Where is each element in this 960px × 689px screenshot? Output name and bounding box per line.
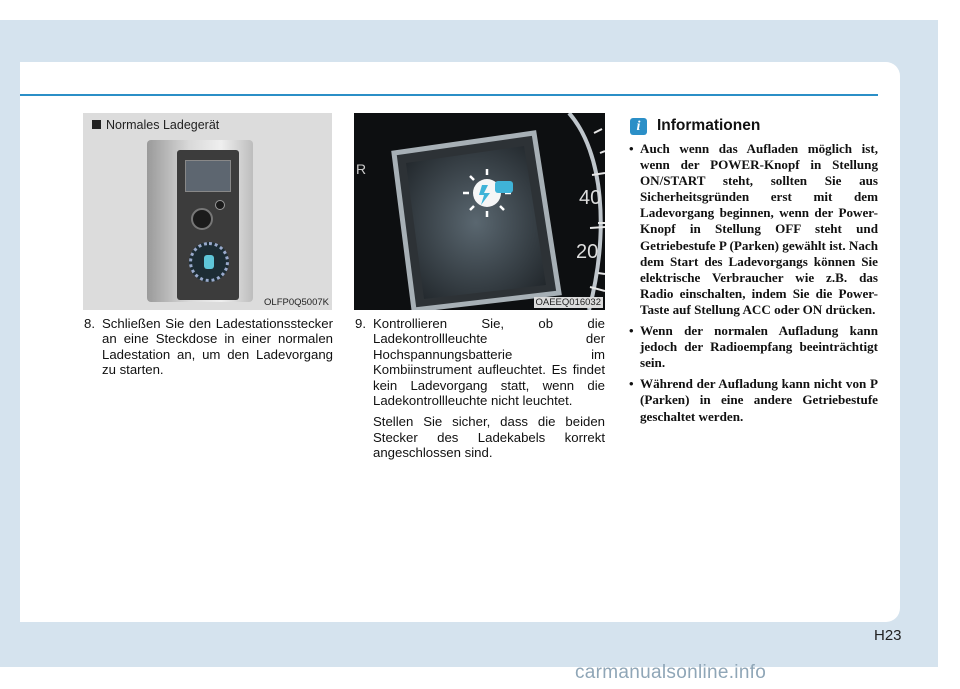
figure-caption <box>92 118 219 132</box>
square-bullet-icon <box>92 120 101 129</box>
figure-code: OAEEQ016032 <box>535 297 601 308</box>
bullet-icon: • <box>629 376 634 392</box>
info-item-text: Wenn der normalen Aufladung kann jedoch der Radioempfang beeinträchtigt sein. <box>640 323 878 371</box>
charger-socket <box>189 242 229 282</box>
gauge-label-20: 20 <box>576 241 599 263</box>
info-box <box>626 115 878 430</box>
step-text: Schließen Sie den Ladestationsstecker an eine Steckdose in einer normalen Ladestation an, um den Ladevorgang zu starten. <box>102 316 333 378</box>
cluster-illustration <box>354 113 605 310</box>
info-item-text: Während der Aufladung kann nicht von P (Parken) in eine andere Getriebestufe geschaltet werden. <box>640 376 878 424</box>
info-item <box>626 376 878 424</box>
watermark: carmanualsonline.info <box>575 662 767 683</box>
charger-button <box>191 208 213 230</box>
info-item-text: Auch wenn das Aufladen möglich ist, wenn der POWER-Knopf in Stellung ON/START steht, sollten Sie aus Sicherheitsgründen erst mit dem Ladevorgang beginnen, wenn der Power-Knopf in Stellung OFF steht und Getriebestufe P (Parken) gewählt ist. Nach dem Start des Ladevorgangs können Sie elektrische Verbraucher wie z.B. das Radio einschalten, indem Sie die Power-Taste auf Stellung ACC oder ON drücken. <box>640 141 878 317</box>
info-title: Informationen <box>657 117 761 134</box>
step-9-column <box>355 316 605 461</box>
step-9 <box>355 316 605 408</box>
charger-illustration <box>147 140 253 302</box>
charger-display <box>185 160 231 192</box>
step-number: 9. <box>355 316 366 331</box>
page-number: H23 <box>874 627 902 644</box>
info-list <box>626 141 878 425</box>
info-icon: i <box>630 118 647 135</box>
figure-caption-text: Normales Ladegerät <box>106 118 220 132</box>
info-item <box>626 141 878 318</box>
gauge-label-40: 40 <box>579 187 602 209</box>
info-item <box>626 323 878 371</box>
bullet-icon: • <box>629 141 634 156</box>
gauge-label-r: R <box>356 161 367 177</box>
bullet-icon: • <box>629 323 634 339</box>
figure-normal-charger <box>83 113 332 310</box>
step-8-column <box>84 316 333 378</box>
step-text: Kontrollieren Sie, ob die Ladekontrollleuchte der Hochspannungsbatterie im Kombiinstrument aufleuchtet. Es findet kein Ladevorgang statt, wenn die Ladekontrollleuchte nicht leuchtet. <box>373 316 605 409</box>
header-rule <box>20 94 878 96</box>
info-header <box>626 115 878 137</box>
charger-small-button <box>215 200 225 210</box>
step-9-followup: Stellen Sie sicher, dass die beiden Stecker des Ladekabels korrekt angeschlossen sind. <box>373 414 605 461</box>
plug-icon <box>204 255 214 269</box>
figure-instrument-cluster <box>354 113 605 310</box>
figure-code: OLFP0Q5007K <box>264 297 329 308</box>
step-number: 8. <box>84 316 95 331</box>
charger-front-panel <box>177 150 239 300</box>
step-8 <box>84 316 333 378</box>
